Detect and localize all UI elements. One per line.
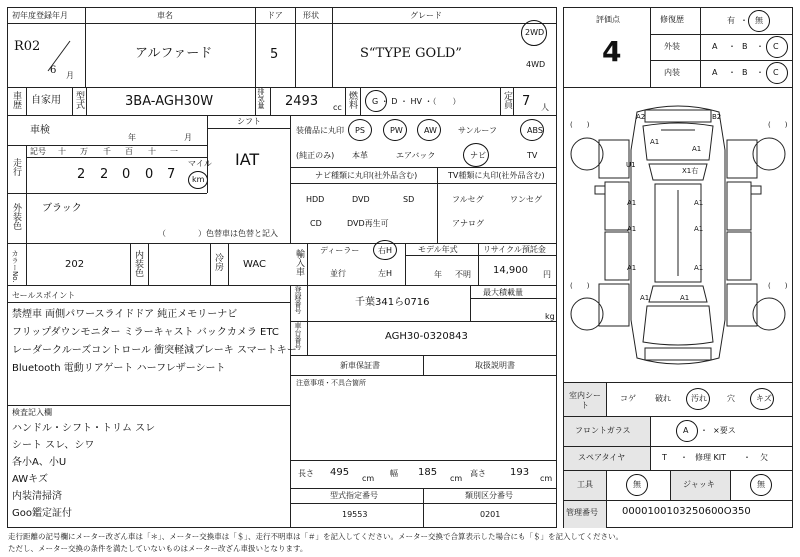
sales-point-line: Bluetooth 電動リアゲート ハーフレザーシート [12, 363, 226, 374]
tv-item: フルセグ [452, 195, 484, 204]
color-value: ブラック [42, 203, 82, 214]
usage-label: 車歴 [11, 91, 21, 109]
equipment-item: ナビ [470, 151, 486, 160]
mileage-unit-label: 千 [103, 147, 111, 156]
width-unit: cm [450, 474, 463, 483]
damage-mark: A1 [627, 199, 637, 207]
shape-label: 形状 [303, 11, 319, 20]
model-year-unit: 年 [434, 270, 442, 279]
exterior-option: B [742, 42, 748, 51]
tv-label: TV種類に丸印(社外品含む) [448, 171, 545, 180]
spare-option: ・ [680, 453, 688, 462]
damage-mark: A1 [694, 199, 704, 207]
damage-paren: ( ) [768, 121, 788, 129]
equipment-item: エアバック [396, 151, 436, 160]
damage-mark: A1 [692, 145, 702, 153]
inspection-note-line: Goo鑑定証付 [12, 508, 72, 519]
navi-item: SD [403, 195, 415, 204]
sales-point-line: 禁煙車 両側パワースライドドア 純正メモリーナビ [12, 309, 238, 320]
equipment-selected-circle [417, 119, 441, 141]
inspection-note-line: 内装清掃済 [12, 491, 62, 502]
width-label: 幅 [390, 469, 398, 478]
warranty: 新車保証書 [340, 361, 380, 370]
management-label: 管理番号 [566, 508, 598, 517]
jack-value: 無 [757, 480, 765, 489]
model-year-label: モデル年式 [418, 245, 458, 254]
windshield-label: フロントガラス [575, 426, 631, 435]
drive-2wd: 2WD [525, 28, 545, 37]
capacity: 7 [522, 94, 531, 109]
reg-month-unit: 月 [66, 71, 74, 80]
manual: 取扱説明書 [475, 361, 515, 370]
drive-4wd: 4WD [526, 60, 546, 69]
equipment-sub-label: (純正のみ) [296, 151, 335, 160]
color-label: 外装色 [11, 203, 21, 230]
damage-mark: A1 [650, 138, 660, 146]
chassis-label: 車台番号 [294, 322, 302, 350]
damage-mark: A1 [627, 225, 637, 233]
car-damage-diagram [565, 90, 791, 380]
handle-left: 左H [378, 269, 393, 278]
management-value: 0000100103250600O350 [622, 506, 751, 517]
max-load-unit: kg [545, 312, 555, 321]
damage-mark: A1 [640, 294, 650, 302]
exterior-option: A [712, 42, 718, 51]
reg-year: R02 [14, 39, 41, 54]
interior-option: ・ [756, 68, 764, 77]
seat-dirt-circle [686, 388, 710, 410]
tools-label: 工具 [577, 480, 593, 489]
inspection-notes-label: 検査記入欄 [12, 408, 52, 417]
shift: IAT [235, 150, 260, 169]
navi-item: DVD再生可 [347, 219, 389, 228]
damage-mark: A1 [627, 264, 637, 272]
width: 185 [418, 467, 438, 478]
equipment-item: ABS [527, 126, 543, 135]
length-unit: cm [362, 474, 375, 483]
seat-option: キズ [756, 394, 772, 403]
mileage-unit-label: 万 [80, 147, 88, 156]
equipment-item: PS [355, 126, 365, 135]
windshield-option: ・ [700, 426, 708, 435]
equipment-selected-circle [520, 119, 544, 141]
type-no: 19553 [342, 510, 368, 519]
color-note: （ ）色替車は色替と記入 [158, 229, 278, 238]
doors: 5 [270, 47, 279, 62]
mileage-unit-label: 一 [170, 147, 178, 156]
score-value: 4 [602, 35, 622, 68]
seat-option: コゲ [620, 394, 636, 403]
exterior-label: 外装 [664, 42, 680, 51]
footer-line2: ただし、メーター交換の条件を満たしていないものはメーター改ざん車扱いとなります。 [8, 544, 308, 553]
tools-value: 無 [633, 480, 641, 489]
repair-option: ・ [740, 16, 748, 25]
grade-label: グレード [410, 11, 442, 20]
import-dealer: ディーラー [320, 246, 360, 255]
damage-mark: X1右 [682, 167, 699, 175]
score-label: 評価点 [596, 15, 620, 24]
equipment-item: PW [390, 126, 403, 135]
tv-item: アナログ [452, 219, 484, 228]
equipment-selected-circle [348, 119, 372, 141]
inspection-label: 車検 [30, 125, 50, 136]
model: 3BA-AGH30W [125, 94, 214, 109]
equipment-item: サンルーフ [458, 126, 497, 135]
equipment-item: 本革 [352, 151, 368, 160]
grade: S“TYPE GOLD” [360, 46, 462, 61]
mileage-digit: 2 [100, 167, 109, 182]
car-name-label: 車名 [157, 11, 173, 20]
exterior-option: ・ [756, 42, 764, 51]
windshield-a-circle [676, 420, 698, 442]
mileage-unit-label: 十 [58, 147, 66, 156]
usage: 自家用 [31, 95, 61, 106]
color-no-label: カラーNo. [11, 250, 19, 283]
registration: 千葉341ら0716 [355, 297, 430, 308]
handle-right: 右H [378, 246, 393, 255]
footer-line1: 走行距離の記号欄にメーター改ざん車は「＊」、メーター交換車は「＄」、走行不明車は「＃」を記入してください。メーター交換で合算表示した場合にも「＄」を記入してください。 [8, 532, 623, 541]
fuel-label: 燃料 [347, 91, 357, 109]
navi-item: HDD [306, 195, 325, 204]
sales-point-line: フリップダウンモニター ミラーキャスト バックカメラ ETC [12, 327, 279, 338]
cc-unit: cc [333, 103, 342, 112]
mileage-digit: 0 [145, 167, 154, 182]
shift-label: シフト [237, 117, 261, 126]
equipment-item: AW [424, 126, 437, 135]
seat-option: 破れ [655, 394, 671, 403]
navi-label: ナビ種類に丸印(社外品含む) [315, 171, 418, 180]
damage-mark: A1 [694, 264, 704, 272]
height-unit: cm [540, 474, 553, 483]
reg-year-label: 初年度登録年月 [12, 11, 68, 20]
door-label: ドア [267, 11, 283, 20]
damage-paren: ( ) [570, 121, 590, 129]
model-year-unknown: 不明 [455, 270, 471, 279]
recycle: 14,900 [493, 265, 528, 276]
seat-option: 汚れ [691, 394, 707, 403]
chassis: AGH30-0320843 [385, 331, 468, 342]
exterior-option: C [773, 42, 779, 51]
inspection-month-unit: 月 [184, 133, 192, 142]
seat-option: 穴 [727, 394, 735, 403]
mileage-label: 走行 [11, 158, 21, 176]
inspection-year-unit: 年 [128, 133, 136, 142]
damage-mark: A1 [694, 225, 704, 233]
ac-value: WAC [243, 259, 266, 270]
recycle-label: リサイクル預託金 [483, 245, 546, 254]
repair-option: 無 [755, 16, 763, 25]
damage-paren: ( ) [570, 282, 590, 290]
mileage-unit-label: 百 [125, 147, 133, 156]
capacity-label: 定員 [502, 91, 512, 109]
inspection-note-line: 各小A、小U [12, 457, 67, 468]
spare-option: 修理 KIT [695, 453, 727, 462]
km-label: km [192, 175, 205, 184]
interior-option: ・ [728, 68, 736, 77]
max-load-label: 最大積載量 [483, 288, 523, 297]
repair-label: 修復歴 [660, 15, 684, 24]
fuel-options: G ・ D ・ HV ・（ ） [372, 97, 461, 106]
length-label: 長さ [298, 469, 314, 478]
interior-color-label: 内装色 [133, 250, 143, 277]
inspection-note-line: ハンドル・シフト・トリム スレ [12, 423, 156, 434]
inspection-note-line: シート スレ、シワ [12, 440, 95, 451]
class-no: 0201 [480, 510, 501, 519]
mileage-digit: 2 [77, 167, 86, 182]
height-label: 高さ [470, 469, 486, 478]
repair-none-circle [748, 10, 770, 32]
sales-point-line: レーダークルーズコントロール 衝突軽減ブレーキ スマートキー [12, 345, 297, 356]
type-no-label: 型式指定番号 [330, 491, 378, 500]
exterior-c-circle [766, 36, 788, 58]
exterior-option: ・ [728, 42, 736, 51]
displacement-label: 排気量 [257, 88, 265, 109]
tv-item: ワンセグ [510, 195, 542, 204]
interior-seat-label: 室内シート [569, 391, 601, 410]
registration-label: 登録番号 [294, 286, 302, 314]
spare-option: ・ [743, 453, 751, 462]
interior-c-circle [766, 62, 788, 84]
navi-item: CD [310, 219, 322, 228]
person-unit: 人 [541, 103, 549, 112]
notes-label: 注意事項・不具合箇所 [296, 379, 366, 387]
equipment-item: TV [527, 151, 538, 160]
damage-mark: U1 [626, 161, 636, 169]
interior-option: C [773, 68, 779, 77]
height: 193 [510, 467, 530, 478]
length: 495 [330, 467, 350, 478]
damage-mark: A1 [680, 294, 690, 302]
repair-option: 有 [727, 16, 735, 25]
reg-slash [40, 35, 80, 75]
spare-tire-label: スペアタイヤ [578, 453, 626, 462]
damage-paren: ( ) [768, 282, 788, 290]
interior-label: 内装 [664, 68, 680, 77]
import-label: 輸入車 [294, 249, 304, 276]
seat-scratch-circle [750, 388, 774, 410]
windshield-option: A [683, 426, 689, 435]
spare-option: T [662, 453, 667, 462]
windshield-option: ×要ス [713, 426, 736, 435]
reg-month: 6 [50, 65, 57, 76]
inspection-note-line: AWキズ [12, 474, 48, 485]
car-name: アルファード [135, 46, 213, 61]
mileage-digit: 7 [167, 167, 176, 182]
ac-label: 冷房 [213, 253, 223, 271]
displacement: 2493 [285, 94, 319, 109]
import-parallel: 並行 [330, 269, 346, 278]
mileage-unit-label: 記号 [30, 147, 46, 156]
spare-option: 欠 [760, 453, 768, 462]
recycle-unit: 円 [543, 270, 551, 279]
equipment-selected-circle [383, 119, 407, 141]
navi-item: DVD [352, 195, 370, 204]
interior-option: B [742, 68, 748, 77]
mile-label: マイル [188, 159, 212, 168]
color-no: 202 [65, 259, 85, 270]
mileage-unit-label: 十 [148, 147, 156, 156]
interior-option: A [712, 68, 718, 77]
damage-mark: A2 [636, 113, 646, 121]
class-no-label: 類別区分番号 [465, 491, 513, 500]
equipment-navi-circle [463, 143, 489, 167]
model-label: 型式 [74, 91, 84, 109]
sales-points-label: セールスポイント [12, 291, 76, 300]
mileage-digit: 0 [122, 167, 131, 182]
jack-label: ジャッキ [683, 480, 715, 489]
equipment-label: 装備品に丸印 [296, 126, 344, 135]
damage-mark: B2 [712, 113, 722, 121]
